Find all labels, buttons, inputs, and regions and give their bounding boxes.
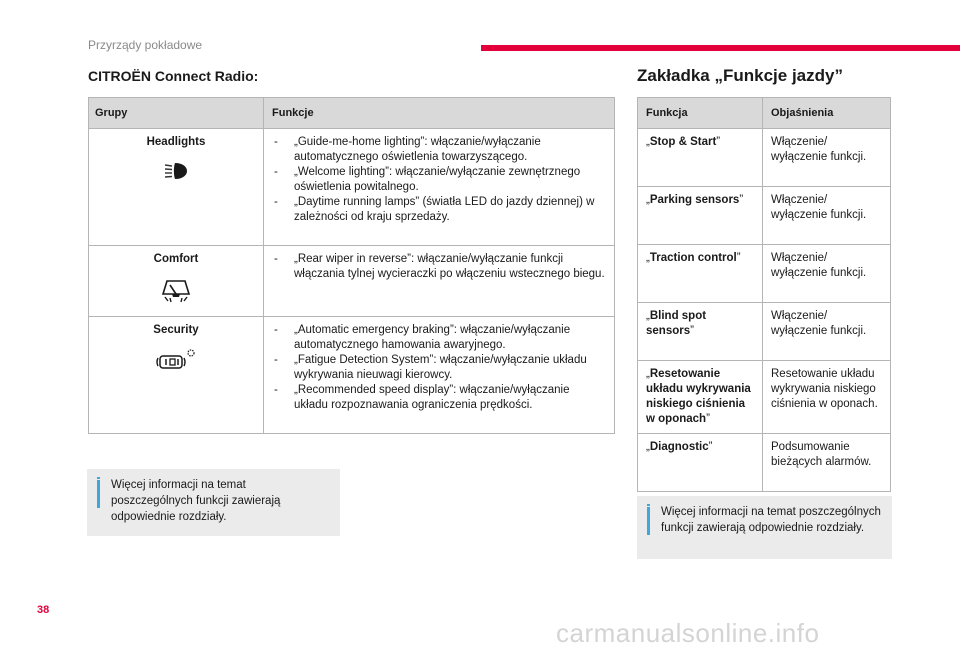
function-desc: Włączenie/ wyłączenie funkcji. — [763, 303, 891, 361]
function-desc: Włączenie/ wyłączenie funkcji. — [763, 129, 891, 187]
table-row — [638, 303, 891, 361]
functions-cell — [264, 129, 615, 246]
function-name: Blind spot sensors — [646, 310, 707, 337]
function-item: - „Recommended speed display”: włączanie/wyłączanie układu rozpoznawania ograniczenia prędkości. — [272, 383, 606, 413]
info-marker-icon — [97, 480, 100, 508]
function-name: Resetowanie układu wykrywania niskiego ciśnienia w oponach — [646, 368, 751, 425]
function-desc: Podsumowanie bieżących alarmów. — [763, 434, 891, 492]
table-row — [89, 317, 615, 434]
function-item: - „Rear wiper in reverse”: włączanie/wyłączanie funkcji włączania tylnej wycieraczki po włączeniu wstecznego biegu. — [272, 252, 606, 282]
function-name: Diagnostic — [649, 441, 709, 453]
column-header-explanation: Objaśnienia — [763, 98, 891, 129]
function-name-cell: „Traction control” — [638, 245, 763, 303]
table-row — [638, 434, 891, 492]
function-item: - „Fatigue Detection System”: włączanie/wyłączanie układu wykrywania nieuwagi kierowcy. — [272, 353, 606, 383]
group-label: Headlights — [146, 136, 206, 148]
left-section-title: CITROËN Connect Radio: — [88, 68, 259, 84]
function-name-cell: „Blind spot sensors” — [638, 303, 763, 361]
function-name: Stop & Start — [649, 136, 717, 148]
functions-cell — [264, 317, 615, 434]
function-desc: Włączenie/ wyłączenie funkcji. — [763, 245, 891, 303]
info-note-text: Więcej informacji na temat poszczególnych funkcji zawierają odpowiednie rozdziały. — [661, 506, 881, 534]
header-accent-bar — [481, 45, 960, 51]
function-name-cell: „Parking sensors” — [638, 187, 763, 245]
functions-cell — [264, 246, 615, 317]
table-row — [89, 246, 615, 317]
right-section-title: Zakładka „Funkcje jazdy” — [637, 66, 843, 85]
info-marker-dot — [97, 477, 100, 479]
table-row — [89, 129, 615, 246]
function-name-cell: „Diagnostic” — [638, 434, 763, 492]
column-header-groups: Grupy — [89, 98, 264, 129]
info-marker-icon — [647, 507, 650, 535]
info-marker-dot — [647, 504, 650, 506]
headlight-icon — [97, 160, 255, 182]
function-desc: Resetowanie układu wykrywania niskiego ciśnienia w oponach. — [763, 361, 891, 434]
table-row — [638, 245, 891, 303]
driving-functions-table — [637, 97, 891, 492]
table-row — [638, 129, 891, 187]
section-header: Przyrządy pokładowe — [88, 38, 203, 52]
function-item: - „Daytime running lamps” (światła LED do jazdy dziennej) w zależności od kraju sprzedaży. — [272, 195, 606, 225]
function-desc: Włączenie/ wyłączenie funkcji. — [763, 187, 891, 245]
function-name-cell: „Stop & Start” — [638, 129, 763, 187]
function-name: Traction control — [649, 252, 737, 264]
function-item: - „Welcome lighting”: włączanie/wyłączanie zewnętrznego oświetlenia powitalnego. — [272, 165, 606, 195]
groups-table — [88, 97, 615, 434]
group-cell — [89, 246, 264, 317]
table-row — [638, 187, 891, 245]
function-name: Parking sensors — [649, 194, 740, 206]
function-name-cell: „Resetowanie układu wykrywania niskiego ciśnienia w oponach” — [638, 361, 763, 434]
group-cell — [89, 317, 264, 434]
info-note — [637, 496, 892, 559]
function-item: - „Guide-me-home lighting”: włączanie/wyłączanie automatycznego oświetlenia towarzyszącego. — [272, 135, 606, 165]
table-row — [638, 361, 891, 434]
column-header-functions: Funkcje — [264, 98, 615, 129]
rear-wiper-icon — [97, 277, 255, 303]
group-label: Security — [153, 324, 199, 336]
column-header-function: Funkcja — [638, 98, 763, 129]
driving-assist-icon — [97, 348, 255, 372]
function-item: - „Automatic emergency braking”: włączanie/wyłączanie automatycznego hamowania awaryjnego. — [272, 323, 606, 353]
group-label: Comfort — [153, 253, 199, 265]
info-note — [87, 469, 340, 536]
info-note-text: Więcej informacji na temat poszczególnych funkcji zawierają odpowiednie rozdziały. — [111, 479, 281, 523]
group-cell — [89, 129, 264, 246]
page-number: 38 — [37, 604, 50, 616]
watermark: carmanualsonline.info — [556, 618, 820, 648]
